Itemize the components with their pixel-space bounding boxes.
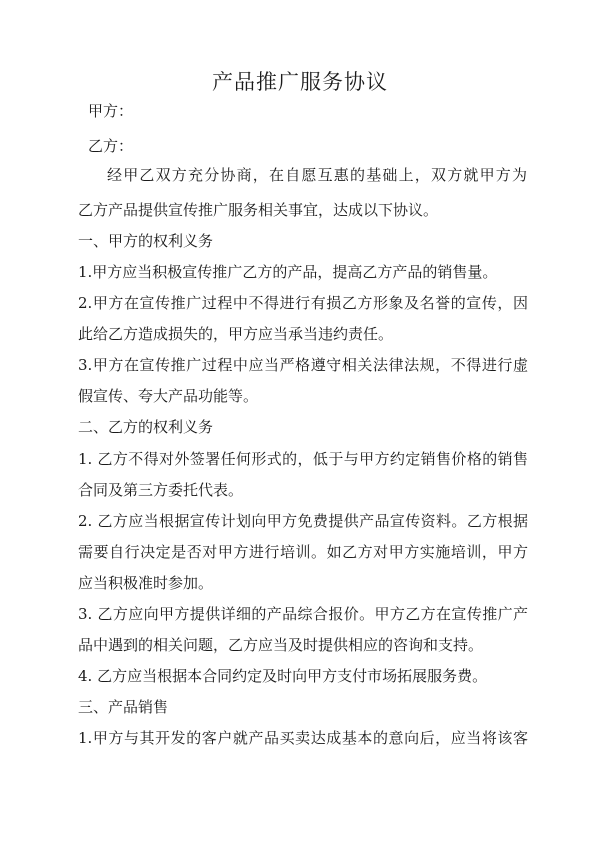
- section-1-clause: 3.甲方在宣传推广过程中应当严格遵守相关法律法规，不得进行虚: [78, 356, 528, 374]
- section-2-clause: 合同及第三方委托代表。: [78, 481, 244, 499]
- section-2-clause: 1. 乙方不得对外签署任何形式的，低于与甲方约定销售价格的销售: [78, 450, 528, 468]
- section-2-clause: 需要自行决定是否对甲方进行培训。如乙方对甲方实施培训，甲方: [78, 543, 528, 561]
- section-1-clause: 此给乙方造成损失的，甲方应当承当违约责任。: [78, 325, 394, 343]
- section-1-clause: 1.甲方应当积极宣传推广乙方的产品，提高乙方产品的销售量。: [78, 263, 498, 281]
- intro-line: 经甲乙双方充分协商，在自愿互惠的基础上，双方就甲方为: [107, 166, 527, 184]
- section-2-clause: 3. 乙方应向甲方提供详细的产品综合报价。甲方乙方在宣传推广产: [78, 605, 528, 623]
- party-b-label: 乙方：: [88, 137, 134, 155]
- document-title: 产品推广服务协议: [212, 70, 388, 94]
- section-1-heading: 一、甲方的权利义务: [78, 232, 214, 250]
- section-1-clause: 假宣传、夸大产品功能等。: [78, 387, 259, 405]
- section-1-clause: 2.甲方在宣传推广过程中不得进行有损乙方形象及名誉的宣传，因: [78, 294, 528, 312]
- party-a-label: 甲方：: [88, 102, 134, 120]
- section-3-heading: 三、产品销售: [78, 698, 169, 716]
- section-2-clause: 品中遇到的相关问题，乙方应当及时提供相应的咨询和支持。: [78, 636, 484, 654]
- section-2-clause: 2. 乙方应当根据宣传计划向甲方免费提供产品宣传资料。乙方根据: [78, 512, 528, 530]
- section-3-clause: 1.甲方与其开发的客户就产品买卖达成基本的意向后，应当将该客: [78, 729, 528, 747]
- section-2-clause: 4. 乙方应当根据本合同约定及时向甲方支付市场拓展服务费。: [78, 667, 488, 685]
- section-2-heading: 二、乙方的权利义务: [78, 418, 214, 436]
- intro-line: 乙方产品提供宣传推广服务相关事宜，达成以下协议。: [78, 201, 439, 219]
- section-2-clause: 应当积极准时参加。: [78, 574, 214, 592]
